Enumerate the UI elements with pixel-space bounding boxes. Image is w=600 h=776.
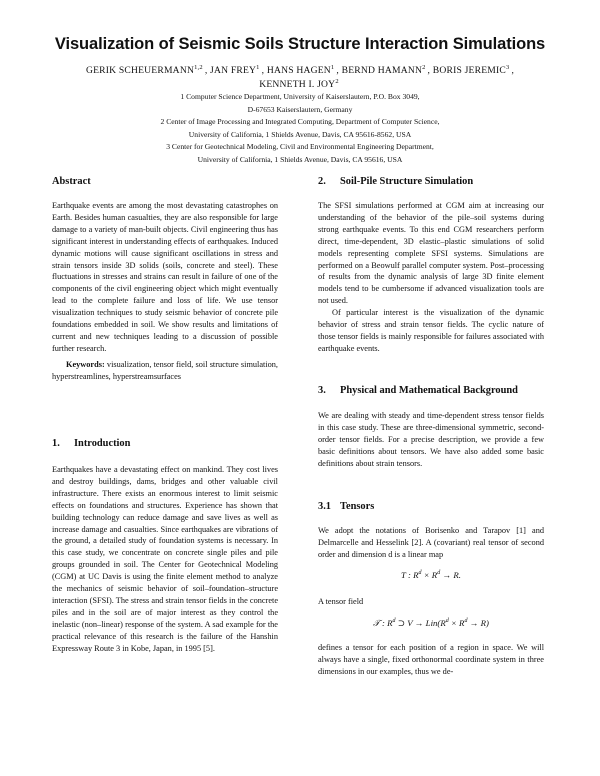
affiliation-line: University of California, 1 Shields Avenue, Davis, CA 95616, USA	[197, 154, 403, 164]
affiliation-line: D-67653 Kaiserslautern, Germany	[247, 104, 353, 114]
section2-body	[318, 200, 544, 355]
paper-title: Visualization of Seismic Soils Structure Interaction Simulations	[54, 35, 546, 53]
section3-text: We are dealing with steady and time-dependent stress tensor fields in this case study. These are three-dimensional symmetric, second-order tensor fields. For a precise description, we provide a few basic definitions about tensors. We have also added some basic definitions about strain tensors.	[318, 411, 544, 468]
author-line-2	[70, 78, 530, 92]
author-line-1	[70, 64, 530, 78]
abstract-text: Earthquake events are among the most devastating catastrophes on Earth. Besides human casualties, they are also responsible for large damage to a variety of man-built objects. Civil engineering thus has significant interest in understanding effects of earthquakes. Induced dynamic motions will cause significant oscillations in stress and strain tensors inside 3D solids (soils, concrete and steel). These fluctuations in stresses and strains can result in failure of one of the components of the civil engineering object which might eventually lead to the complete failure and loss of life. We use tensor visualization techniques to study seismic behavior of concrete pile foundations embedded in soil. We show results and limitations of current and new techniques leading to a discussion of possible further research.	[52, 201, 278, 353]
section31-heading: 3.1 Tensors	[318, 501, 375, 512]
author: KENNETH I. JOY$^2$	[259, 78, 339, 90]
section31-body	[318, 525, 544, 561]
keywords	[52, 359, 278, 383]
intro-heading: 1. Introduction	[52, 438, 131, 449]
author: GERIK SCHEUERMANN$^{1,2}$ ,	[85, 64, 208, 76]
section2-heading: 2. Soil-Pile Structure Simulation	[318, 176, 474, 187]
section31-text2-block	[318, 596, 544, 608]
keywords-text: visualization, tensor field, soil structure simulation, hyperstreamlines, hyperstreamsurfaces	[52, 359, 279, 381]
section3-body	[318, 410, 544, 470]
abstract-body	[52, 200, 278, 383]
equation-tensor-map: T : $R^d \times R^d \to R$.	[401, 570, 461, 580]
section2-paragraph: Of particular interest is the visualization of the dynamic behavior of stress and strain tensor fields. The cyclic nature of those tensor fields is mainly responsible for failures associated with earthquake events.	[318, 308, 544, 353]
author: BERND HAMANN$^2$ ,	[341, 64, 431, 76]
abstract-heading: Abstract	[52, 176, 91, 187]
affiliation-line: University of California, 1 Shields Avenue, Davis, CA 95616-8562, USA	[188, 129, 412, 139]
section31-text3: defines a tensor for each position of a region in space. We will always have a single, fixed orthonormal coordinate system in three dimensions in our examples, thus we de-	[318, 643, 544, 676]
author: BORIS JEREMIC$^3$ ,	[432, 64, 515, 76]
affiliation-line: 2 Center of Image Processing and Integrated Computing, Department of Computer Science,	[160, 117, 440, 127]
section31-text3-block	[318, 642, 544, 678]
section2-paragraph: The SFSI simulations performed at CGM aim at increasing our understanding of the behavior of the pile–soil systems during strong earthquake events. To this end CGM researchers perform direct, time-dependent, 3D elastic–plastic simulations of solid models representing complete SFSI systems. Simulations are performed on a Beowulf parallel computer system. Post–processing of results from the dynamic analysis of large 3D finite element models tend to be cumbersome if advanced visualization tools are not used.	[318, 201, 544, 306]
equation-tensor-field: 𝒯 : $R^d$ ⊃ $V \to Lin(R^d \times R^d \to R)$	[373, 618, 489, 628]
section3-heading: 3. Physical and Mathematical Background	[318, 385, 518, 396]
author-list	[70, 64, 530, 92]
affiliations	[100, 91, 500, 167]
keywords-label: Keywords:	[66, 359, 105, 369]
affiliation-line: 1 Computer Science Department, University of Kaiserslautern, P.O. Box 3049,	[180, 92, 420, 101]
author: HANS HAGEN$^1$ ,	[266, 64, 339, 76]
section31-text2: A tensor field	[318, 597, 364, 606]
section31-text: We adopt the notations of Borisenko and Tarapov [1] and Delmarcelle and Hesselink [2]. A (covariant) real tensor of second order and dimension d is a linear map	[318, 526, 544, 559]
author: JAN FREY$^1$ ,	[210, 64, 265, 76]
intro-body	[52, 464, 278, 655]
intro-text: Earthquakes have a devastating effect on mankind. They cost lives and destroy buildings, dams, bridges and other valuable civil infrastructure. There exists an enormous interest to limit seismic effects on foundations and structures. Experience has shown that building technology can reduce damage and save lives as well as increase damage and casualties. Since earthquakes are vibrations of the ground, a detailed study of foundation systems is necessary. In this case study, we concentrate on concrete single piles and pile groups grounded in soil. The Center for Geotechnical Modeling (CGM) at UC Davis is using the finite element method to analyze the mechanics of seismic behavior of soil–foundation–structure interaction (SFSI). The stress and strain tensor fields in the concrete piles and in the soil are of major interest as they control the inelastic (non–linear) response of the system. A sad example for the practical relevance of this research is the failure of the Hanshin Expressway Route 3 in Kobe, Japan, in 1995 [5].	[52, 465, 278, 653]
affiliation-line: 3 Center for Geotechnical Modeling, Civil and Environmental Engineering Department,	[166, 142, 434, 152]
